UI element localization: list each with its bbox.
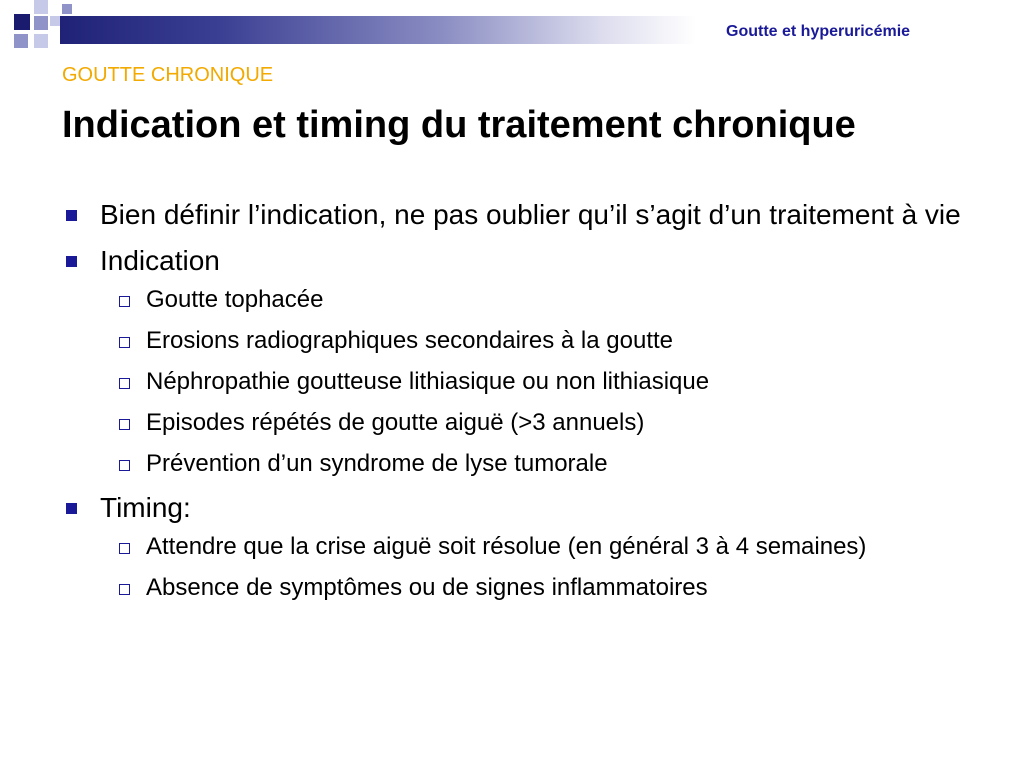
- bullet-text: Bien définir l’indication, ne pas oublier qu’il s’agit d’un traitement à vie: [100, 199, 961, 230]
- hollow-square-bullet-icon: [119, 419, 130, 430]
- sub-bullet-item: [100, 531, 962, 563]
- square-bullet-icon: [66, 210, 77, 221]
- sub-bullet-text: Attendre que la crise aiguë soit résolue (en général 3 à 4 semaines): [146, 533, 867, 560]
- sub-bullet-item: [100, 325, 962, 357]
- decor-square: [14, 14, 30, 30]
- header-gradient-bar: [60, 16, 696, 44]
- slide-title: Indication et timing du traitement chronique: [62, 104, 856, 146]
- hollow-square-bullet-icon: [119, 337, 130, 348]
- sub-bullet-item: [100, 366, 962, 398]
- square-bullet-icon: [66, 256, 77, 267]
- decor-square: [34, 34, 48, 48]
- hollow-square-bullet-icon: [119, 584, 130, 595]
- sub-bullet-item: [100, 572, 962, 604]
- sub-bullet-item: [100, 448, 962, 480]
- decor-square: [50, 16, 60, 26]
- bullet-item: [62, 242, 962, 480]
- bullet-item: [62, 489, 962, 604]
- decor-square: [34, 16, 48, 30]
- sub-bullet-list: [100, 531, 962, 604]
- sub-bullet-text: Prévention d’un syndrome de lyse tumorale: [146, 450, 608, 477]
- bullet-item: [62, 196, 962, 234]
- sub-bullet-list: [100, 284, 962, 480]
- decor-square: [14, 34, 28, 48]
- sub-bullet-item: [100, 284, 962, 316]
- hollow-square-bullet-icon: [119, 296, 130, 307]
- hollow-square-bullet-icon: [119, 543, 130, 554]
- hollow-square-bullet-icon: [119, 378, 130, 389]
- decor-square: [34, 0, 48, 14]
- bullet-text: Indication: [100, 245, 220, 276]
- bullet-text: Timing:: [100, 492, 191, 523]
- sub-bullet-item: [100, 407, 962, 439]
- sub-bullet-text: Episodes répétés de goutte aiguë (>3 annuels): [146, 409, 645, 436]
- section-overline: GOUTTE CHRONIQUE: [62, 64, 274, 86]
- slide-content: [62, 196, 962, 613]
- sub-bullet-text: Néphropathie goutteuse lithiasique ou non lithiasique: [146, 368, 710, 395]
- presentation-title: Goutte et hyperuricémie: [726, 23, 911, 40]
- sub-bullet-text: Goutte tophacée: [146, 286, 324, 313]
- bullet-list: [62, 196, 962, 604]
- sub-bullet-text: Absence de symptômes ou de signes inflammatoires: [146, 574, 708, 601]
- decor-square: [62, 4, 72, 14]
- square-bullet-icon: [66, 503, 77, 514]
- sub-bullet-text: Erosions radiographiques secondaires à la goutte: [146, 327, 674, 354]
- hollow-square-bullet-icon: [119, 460, 130, 471]
